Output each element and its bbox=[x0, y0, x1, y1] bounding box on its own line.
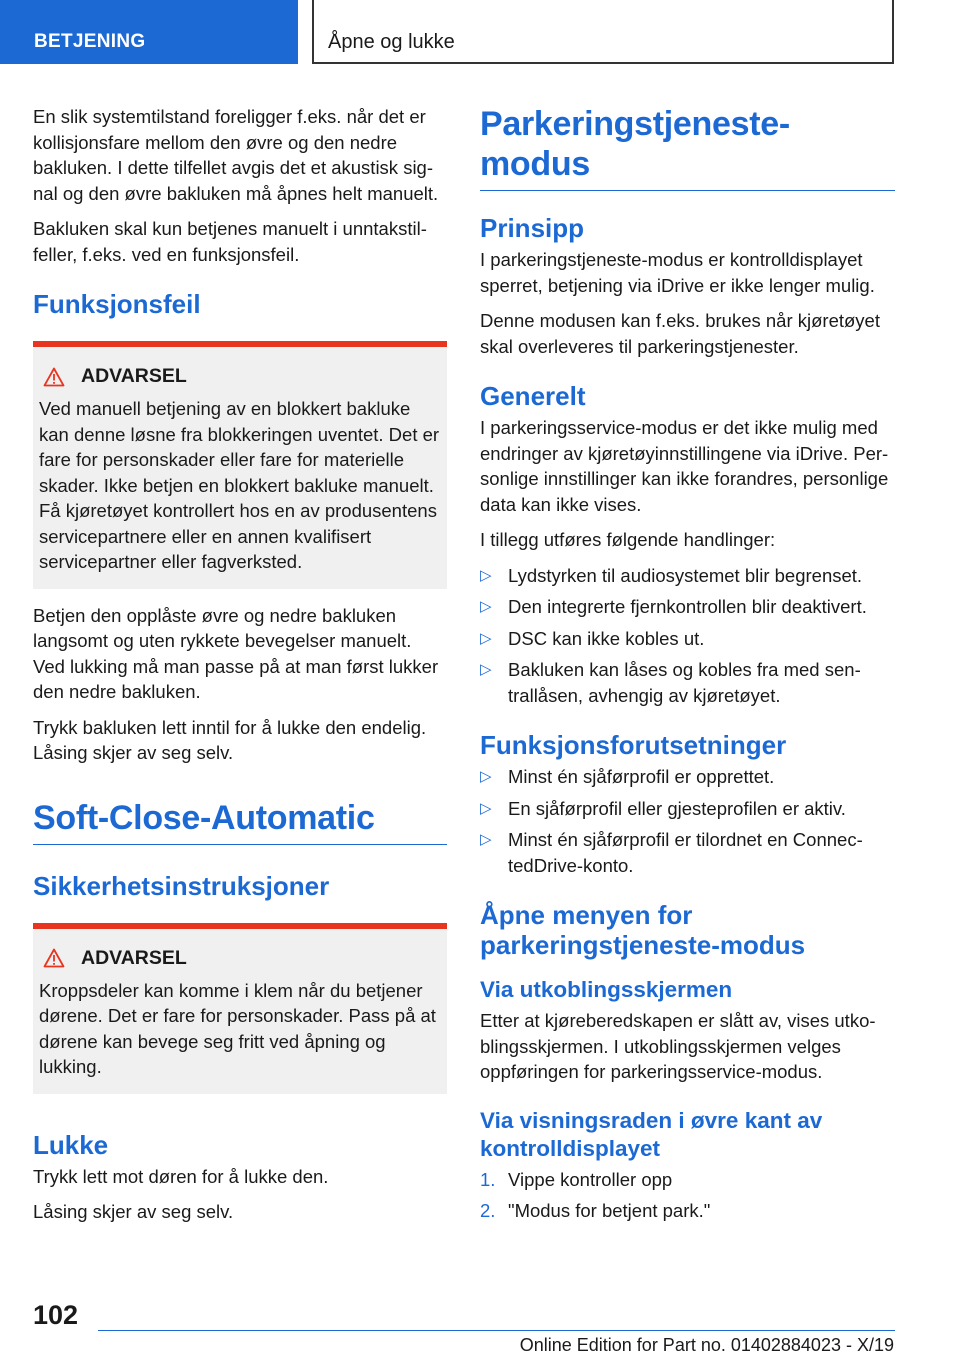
list-item: 1. Vippe kontroller opp bbox=[480, 1168, 673, 1190]
bullet-list bbox=[480, 563, 895, 709]
heading-soft-close: Soft-Close-Automatic bbox=[33, 798, 447, 845]
section-label: BETJENING bbox=[34, 31, 146, 52]
warning-title bbox=[39, 365, 441, 388]
triangle-bullet-icon: ▷ bbox=[480, 598, 492, 615]
paragraph: Låsing skjer av seg selv. bbox=[33, 1201, 234, 1222]
footer-edition: Online Edition for Part no. 01402884023 - X/19 bbox=[519, 1335, 894, 1355]
warning-triangle-icon bbox=[43, 948, 65, 968]
paragraph: I tillegg utføres følgende handlinger: bbox=[480, 529, 776, 550]
list-item: ▷ Lydstyrken til audiosystemet blir begrenset. bbox=[480, 563, 895, 589]
triangle-bullet-icon: ▷ bbox=[480, 799, 492, 817]
paragraph: I parkeringstjeneste-modus er kontrolldisplayet sperret, betjening via iDrive er ikke lenger mulig. bbox=[480, 249, 875, 296]
list-item: ▷ Minst én sjåførprofil er tilordnet en ConnectedDrive-konto. bbox=[480, 829, 863, 876]
section-tab bbox=[0, 0, 298, 64]
chapter-label: Åpne og lukke bbox=[328, 31, 455, 53]
right-column bbox=[480, 104, 895, 1234]
list-item: ▷ Bakluken kan låses og kobles fra med sentrallåsen, avhengig av kjøretøyet. bbox=[480, 659, 861, 706]
warning-label: ADVARSEL bbox=[81, 365, 187, 387]
warning-triangle-icon bbox=[43, 367, 65, 387]
warning-label: ADVARSEL bbox=[81, 946, 187, 969]
heading-prinsipp: Prinsipp bbox=[480, 213, 585, 243]
triangle-bullet-icon: ▷ bbox=[480, 768, 492, 785]
heading-parkeringstjeneste: Parkeringstjeneste-modus bbox=[480, 104, 895, 191]
numbered-list bbox=[480, 1167, 895, 1224]
footer-divider bbox=[98, 1330, 895, 1331]
heading-via-utkobling: Via utkoblingsskjermen bbox=[480, 977, 733, 1002]
heading-via-visningsraden: Via visningsraden i øvre kant av kontrolldisplayet bbox=[480, 1107, 823, 1161]
paragraph: I parkeringsservice-modus er det ikke mulig med endringer av kjøretøyinnstillingene via iDrive. Personlige innstillinger kan ikke forandres, personlige data kan ikke vises. bbox=[480, 417, 889, 515]
paragraph: Betjen den opplåste øvre og nedre bakluken langsomt og uten rykkete bevegelser manuelt. Ved lukking må man passe på at man først lukker den nedre bakluken. bbox=[33, 604, 439, 702]
heading-sikkerhet: Sikkerhetsinstruksjoner bbox=[33, 870, 330, 901]
warning-box bbox=[33, 341, 447, 589]
paragraph: Bakluken skal kun betjenes manuelt i unntakstilfeller, f.eks. ved en funksjonsfeil. bbox=[33, 218, 427, 265]
paragraph: Etter at kjøreberedskapen er slått av, vises utkoblingsskjermen. I utkoblingsskjermen velges oppføringen for parkeringsservice-modus. bbox=[480, 1010, 876, 1082]
warning-text: Ved manuell betjening av en blokkert bakluke kan denne løsne fra blokkeringen uventet. Det er fare for personskader eller fare for materielle skader. Ikke betjen en blokkert bakluke manuelt. Få kjøretøyet kontrollert hos en av produsentens servicepartnere eller en annen kvalifisert servicepartner eller fagverksted. bbox=[39, 398, 440, 572]
triangle-bullet-icon: ▷ bbox=[480, 661, 492, 678]
heading-apne-menyen: Åpne menyen for parkeringstjeneste-modus bbox=[480, 900, 806, 960]
heading-funksjonsfeil: Funksjonsfeil bbox=[33, 289, 201, 319]
list-item: ▷ Minst én sjåførprofil er opprettet. bbox=[480, 764, 895, 790]
page-number: 102 bbox=[33, 1300, 79, 1330]
chapter-tab bbox=[312, 0, 894, 64]
triangle-bullet-icon: ▷ bbox=[480, 629, 492, 647]
list-item: 2. "Modus for betjent park." bbox=[480, 1200, 711, 1221]
heading-funksjonsforutsetninger: Funksjonsforutsetninger bbox=[480, 730, 787, 760]
paragraph: Trykk lett mot døren for å lukke den. bbox=[33, 1165, 329, 1187]
heading-generelt: Generelt bbox=[480, 381, 586, 411]
paragraph: Trykk bakluken lett inntil for å lukke den endelig. Låsing skjer av seg selv. bbox=[33, 716, 427, 763]
warning-text: Kroppsdeler kan komme i klem når du betjener dørene. Det er fare for personskader. Pass på at dørene kan bevege seg fritt ved åpning og lukking. bbox=[39, 979, 436, 1077]
bullet-list bbox=[480, 764, 895, 878]
paragraph: En slik systemtilstand foreligger f.eks. når det er kollisjonsfare mellom den øvre og den nedre bakluken. I dette tilfellet avgis det et akustisk signal og den øvre bakluken må åpnes helt manuelt. bbox=[33, 106, 439, 204]
triangle-bullet-icon: ▷ bbox=[480, 831, 492, 848]
heading-lukke: Lukke bbox=[33, 1129, 109, 1160]
warning-title bbox=[39, 947, 441, 970]
list-item: ▷ DSC kan ikke kobles ut. bbox=[480, 626, 895, 652]
list-item: ▷ Den integrerte fjernkontrollen blir deaktivert. bbox=[480, 594, 895, 620]
left-column bbox=[33, 104, 447, 1235]
warning-box bbox=[33, 923, 447, 1094]
triangle-bullet-icon: ▷ bbox=[480, 566, 492, 584]
paragraph: Denne modusen kan f.eks. brukes når kjøretøyet skal overleveres til parkeringstjenester. bbox=[480, 310, 880, 357]
list-item: ▷ En sjåførprofil eller gjesteprofilen er aktiv. bbox=[480, 796, 895, 822]
